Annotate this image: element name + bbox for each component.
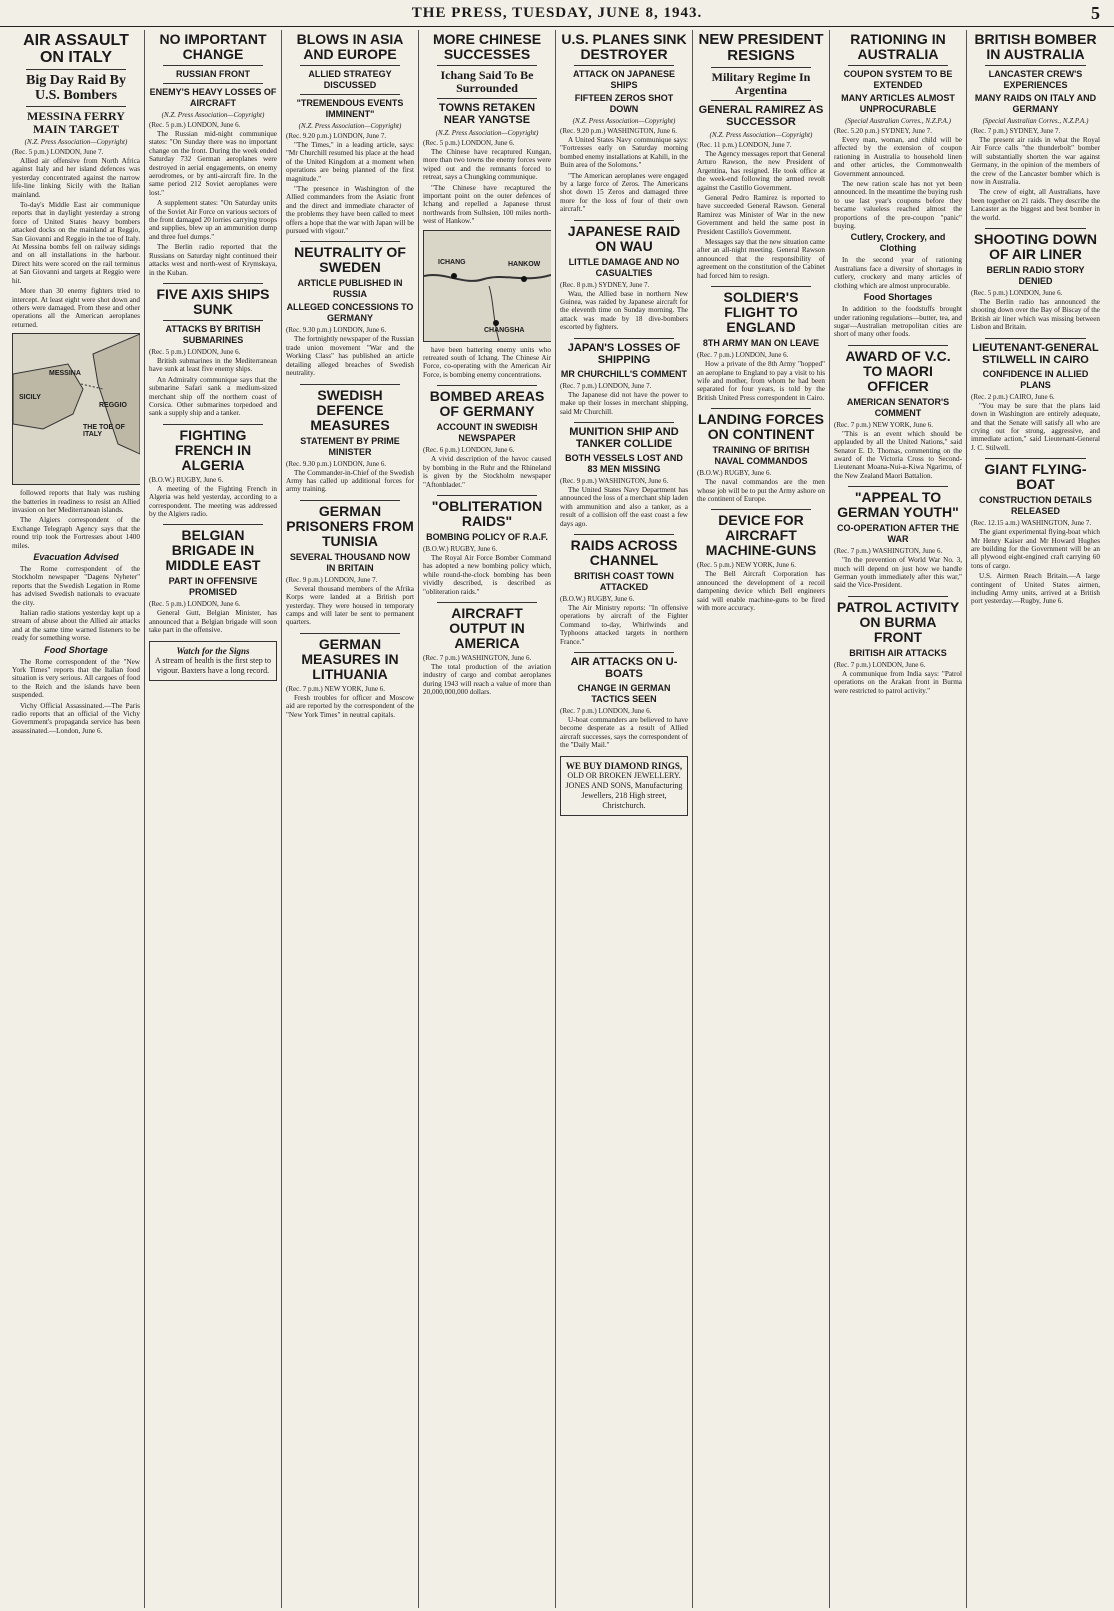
dateline: (Rec. 5 p.m.) LONDON, June 6.: [423, 139, 515, 147]
dateline: (Rec. 5.20 p.m.) SYDNEY, June 7.: [834, 127, 933, 135]
byline: (N.Z. Press Association—Copyright): [572, 117, 676, 125]
map-graphic: [13, 334, 140, 484]
subheadline: CHANGE IN GERMAN TACTICS SEEN: [577, 682, 671, 704]
ad-title: Watch for the Signs: [176, 645, 250, 656]
dateline: (Rec. 9.30 p.m.) LONDON, June 6.: [286, 459, 387, 468]
paragraph: An Admiralty communique says that the submarine Safari sank a medium-sized merchant ship off the northern coast of Corsica. Other submarines torpedoed and sank a supply ship and a tanker.: [149, 375, 277, 418]
divider: [163, 524, 263, 525]
column-8: [967, 30, 1104, 1608]
page-number: 5: [1091, 3, 1100, 23]
headline: JAPAN'S LOSSES OF SHIPPING: [567, 341, 681, 366]
subheadline: RUSSIAN FRONT: [176, 69, 250, 79]
subheadline: BERLIN RADIO STORY DENIED: [986, 265, 1085, 287]
divider: [163, 283, 263, 284]
paragraph: "The presence in Washington of the Allied commanders from the Asiatic front and the direct and immediate character of the problems they have been called to meet offers a hope that the war with Japan will be pursued with vigour.": [286, 185, 414, 236]
subheadline: LANCASTER CREW'S EXPERIENCES: [988, 69, 1083, 90]
paragraph: Every man, woman, and child will be affected by the extension of coupon rationing in Australia to household linen and other articles, the Commonwealth Government announced.: [834, 136, 962, 178]
subheadline: "TREMENDOUS EVENTS IMMINENT": [296, 98, 404, 119]
paragraph: Vichy Official Assassinated.—The Paris radio reports that an official of the Vichy Government's propaganda service has been assassinated.—London, June 6.: [12, 701, 140, 735]
article-landing-forces: [697, 408, 825, 503]
article-air-liner: [971, 228, 1100, 332]
divider: [300, 241, 400, 242]
article-swedish-defence: [286, 384, 414, 494]
paragraph: "This is an event which should be applauded by all the United Nations," said Senator E. D. Thomas, commenting on the award of the Victoria Cross to Second-Lieutenant Moana-Nui-a-Kiwa Ngarimu, of the New Zealand Maori Battalion.: [834, 429, 962, 480]
paragraph: A communique from India says: "Patrol operations on the Arakan front in Burma were restricted to patrol activity.": [834, 669, 962, 695]
subheadline: CONSTRUCTION DETAILS RELEASED: [979, 495, 1092, 517]
divider: [848, 65, 948, 66]
column-2: [145, 30, 282, 1608]
divider: [711, 67, 811, 68]
article-bombed-areas: [423, 385, 551, 489]
divider: [848, 596, 948, 597]
headline: PATROL ACTIVITY ON BURMA FRONT: [836, 598, 960, 645]
paragraph: Wau, the Allied base in northern New Guinea, was raided by Japanese aircraft for the eleventh time on Sunday morning. The attack was made by 18 dive-bombers escorted by fighters.: [560, 289, 688, 332]
article-chinese-successes: [423, 32, 551, 379]
column-3: [282, 30, 419, 1608]
map-label: HANKOW: [508, 260, 541, 268]
divider: [711, 408, 811, 409]
paragraph: "In the prevention of World War No. 3, much will depend on just how we handle German youth immediately after this war," said the Vice-President.: [834, 556, 962, 590]
subheadline: TRAINING OF BRITISH NAVAL COMMANDOS: [712, 445, 810, 467]
article-lithuania: [286, 633, 414, 719]
subheadline: Big Day Raid By U.S. Bombers: [26, 73, 126, 103]
subheadline: BRITISH AIR ATTACKS: [849, 647, 947, 658]
article-japans-losses: [560, 338, 688, 416]
paragraph: "The Times," in a leading article, says: "Mr Churchill resumed his place at the head of the United Kingdom at a moment when operations are being planned of the first magnitude.": [286, 141, 414, 183]
dateline: (Rec. 9.20 p.m.) LONDON, June 7.: [286, 132, 387, 140]
dateline: (Rec. 7 p.m.) NEW YORK, June 6.: [834, 420, 933, 429]
headline: BOMBED AREAS OF GERMANY: [429, 388, 545, 420]
subheadline: BOTH VESSELS LOST AND 83 MEN MISSING: [565, 452, 683, 474]
paragraph: "The American aeroplanes were engaged by a large force of Zeros. The Americans shot down 15 Zeros and damaged three more for the loss of four of their own aircraft.": [560, 171, 688, 214]
paragraph: How a private of the 8th Army "hopped" an aeroplane to England to pay a visit to his wife and mother, from whom he had been separated for four years, is told by the British United Press correspondent in Cairo.: [697, 360, 825, 402]
dateline: (B.O.W.) RUGBY, June 6.: [560, 594, 635, 603]
paragraph: More than 30 enemy fighters tried to intercept. At least eight were shot down and others were damaged. From these and other operations all the American aeroplanes returned.: [12, 287, 140, 329]
article-russian-front: [149, 32, 277, 277]
ad-text: OLD OR BROKEN JEWELLERY. JONES AND SONS, Manufacturing Jewellers, 218 High street, Christchurch.: [565, 770, 683, 810]
headline: "APPEAL TO GERMAN YOUTH": [837, 489, 959, 521]
article-axis-ships: [149, 283, 277, 418]
divider: [300, 65, 400, 66]
column-6: [693, 30, 830, 1608]
subheadline: MR CHURCHILL'S COMMENT: [560, 368, 688, 379]
section-subhead: Food Shortage: [44, 644, 108, 655]
paragraph: The giant experimental flying-boat which Mr Henry Kaiser and Mr Howard Hughes are building for the Government will be an all plywood eight-engined craft carrying 60 tons of cargo.: [971, 528, 1100, 570]
masthead: [0, 0, 1114, 27]
dateline: (Rec. 11 p.m.) LONDON, June 7.: [697, 141, 792, 149]
divider: [574, 338, 674, 339]
section-subhead: Evacuation Advised: [33, 551, 119, 562]
divider: [848, 345, 948, 346]
headline: NEUTRALITY OF SWEDEN: [294, 244, 406, 276]
subheadline: 8TH ARMY MAN ON LEAVE: [702, 338, 820, 349]
map-sicily-italy: [12, 333, 140, 485]
divider: [163, 320, 263, 321]
headline: LANDING FORCES ON CONTINENT: [698, 411, 824, 443]
divider: [711, 286, 811, 287]
headline: AIRCRAFT OUTPUT IN AMERICA: [449, 604, 525, 651]
paragraph: The Chinese have recaptured Kungan, more than two towns the enemy forces were wiped out and the remnants forced to retreat, says a Chungking communique.: [423, 148, 551, 182]
headline: BELGIAN BRIGADE IN MIDDLE EAST: [165, 527, 261, 574]
map-graphic: [424, 231, 551, 341]
paragraph: followed reports that Italy was rushing the batteries in readiness to resist an Allied invasion on her Mediterranean islands.: [12, 489, 140, 514]
subheadline: BRITISH COAST TOWN ATTACKED: [574, 570, 674, 592]
paragraph: Fresh troubles for officer and Moscow aid are reported by the correspondent of the "New York Times" in neutral capitals.: [286, 693, 414, 719]
dateline: (Rec. 5 p.m.) NEW YORK, June 6.: [697, 561, 796, 570]
article-u-boats: [560, 652, 688, 750]
divider: [437, 65, 537, 66]
dateline: (B.O.W.) RUGBY, June 6.: [423, 544, 498, 553]
subheadline: AMERICAN SENATOR'S COMMENT: [846, 396, 950, 418]
headline: SWEDISH DEFENCE MEASURES: [310, 386, 390, 433]
column-5: [556, 30, 693, 1608]
paragraph: The Algiers correspondent of the Exchange Telegraph Agency says that the round trip took the Fortresses about 1400 miles.: [12, 516, 140, 550]
paragraph: The naval commandos are the men whose job will be to put the Army ashore on the continent of Europe.: [697, 478, 825, 503]
subheadline: CO-OPERATION AFTER THE WAR: [837, 523, 959, 545]
paragraph: U.S. Airmen Reach Britain.—A large contingent of United States airmen, including Army units, arrived at a British port yesterday.—Rugby, June 6.: [971, 572, 1100, 606]
subheadline: ATTACK ON JAPANESE SHIPS: [572, 69, 675, 90]
divider: [437, 495, 537, 496]
map-label: THE TOE OF ITALY: [83, 424, 125, 439]
paragraph: The Commander-in-Chief of the Swedish Army has called up additional forces for army training.: [286, 468, 414, 494]
dateline: (Rec. 5 p.m.) LONDON, June 6.: [149, 347, 241, 356]
dateline: (Rec. 7 p.m.) LONDON, June 6.: [560, 706, 652, 715]
headline: GERMAN PRISONERS FROM TUNISIA: [286, 502, 414, 549]
map-label: CHANGSHA: [484, 326, 525, 334]
divider: [848, 486, 948, 487]
subheadline: TOWNS RETAKEN NEAR YANGTSE: [438, 102, 536, 126]
byline: (N.Z. Press Association—Copyright): [24, 138, 128, 146]
paragraph: "You may be sure that the plans laid down in Washington are entirely adequate, and that the Senate will satisfy all who are crying out for strong, aggressive, and immediate action," said Lieutenant-General J. C. Stilwell.: [971, 401, 1100, 452]
paragraph: A meeting of the Fighting French in Algeria was held yesterday, according to a correspondent. The meeting was addressed by the Algiers radio.: [149, 484, 277, 518]
article-blows-asia-europe: [286, 32, 414, 235]
divider: [437, 602, 537, 603]
dateline: (Rec. 7 p.m.) NEW YORK, June 6.: [286, 684, 385, 693]
dateline: (B.O.W.) RUGBY, June 6.: [149, 475, 224, 484]
headline: RAIDS ACROSS CHANNEL: [570, 536, 678, 568]
dateline: (Rec. 2 p.m.) CAIRO, June 6.: [971, 392, 1055, 401]
dateline: (Rec. 7 p.m.) WASHINGTON, June 6.: [834, 547, 943, 556]
paragraph: have been battering enemy units who retreated south of Ichang. The Chinese Air Force, co-operating with the American Air Force, is bombing enemy concentrations.: [423, 345, 551, 379]
article-raid-on-wau: [560, 220, 688, 332]
paragraph: A supplement states: "On Saturday units of the Soviet Air Force on various sectors of the front damaged 20 lorries carrying troops and supplies, blew up an ammunition dump and three fuel dumps.": [149, 199, 277, 241]
paragraph: The fortnightly newspaper of the Russian trade union movement "War and the Working Class" has published an article detailing alleged breaches of Swedish neutrality.: [286, 335, 414, 378]
column-4: [419, 30, 556, 1608]
subheadline: MANY RAIDS ON ITALY AND GERMANY: [974, 93, 1097, 114]
article-machine-guns: [697, 509, 825, 612]
paragraph: The Air Ministry reports: "In offensive operations by aircraft of the Fighter Command to-day, Whirlwinds and Typhoons attacked targets in northern France.": [560, 603, 688, 646]
headline: AWARD OF V.C. TO MAORI OFFICER: [845, 347, 951, 394]
subheadline: SEVERAL THOUSAND NOW IN BRITAIN: [289, 551, 411, 573]
headline: NO IMPORTANT CHANGE: [159, 31, 267, 62]
byline: (N.Z. Press Association—Copyright): [161, 111, 265, 119]
divider: [300, 384, 400, 385]
paragraph: A United States Navy communique says: "Fortresses early on Saturday morning bombed enemy installations at Kahili, in the Buin area of the Solomons.": [560, 136, 688, 170]
map-label: MESSINA: [49, 370, 81, 378]
dateline: (Rec. 9.20 p.m.) WASHINGTON, June 6.: [560, 127, 677, 135]
column-1: [8, 30, 145, 1608]
dateline: (Rec. 9.30 p.m.) LONDON, June 6.: [286, 326, 387, 335]
divider: [163, 65, 263, 66]
article-belgian-brigade: [149, 524, 277, 634]
divider: [985, 458, 1086, 459]
subheadline: STATEMENT BY PRIME MINISTER: [300, 435, 400, 457]
paragraph: The Berlin radio has announced the shooting down over the Bay of Biscay of the British air liner which was missing between Lisbon and Britain.: [971, 298, 1100, 332]
article-soldiers-flight: [697, 286, 825, 402]
byline: (N.Z. Press Association—Copyright): [709, 131, 813, 139]
paragraph: The new ration scale has not yet been announced. In the meantime the buying rush to use last year's coupons before they became valueless reached almost the proportions of the pre-coupon "panic" buying.: [834, 180, 962, 231]
article-burma-front: [834, 596, 962, 695]
paragraph: U-boat commanders are believed to have become desperate as a result of Allied aircraft successes, says the correspondent of the "Daily Mail.": [560, 715, 688, 750]
map-china-yangtse: [423, 230, 551, 342]
divider: [574, 534, 674, 535]
subheadline: PART IN OFFENSIVE PROMISED: [168, 576, 258, 598]
article-fighting-french: [149, 424, 277, 519]
dateline: (Rec. 7 p.m.) LONDON, June 7.: [560, 381, 652, 390]
paragraph: General Pedro Ramirez is reported to have succeeded General Rawson. General Ramirez was Minister of War in the new Government and held the same post in President Castillo's Government.: [697, 194, 825, 236]
subheadline: ALLEGED CONCESSIONS TO GERMANY: [286, 302, 414, 324]
paragraph: General Gutt, Belgian Minister, has announced that a Belgian brigade will soon take part in the offensive.: [149, 609, 277, 635]
subheadline: CONFIDENCE IN ALLIED PLANS: [982, 368, 1089, 390]
dateline: (Rec. 9 p.m.) LONDON, June 7.: [286, 575, 378, 584]
article-us-planes: [560, 32, 688, 214]
divider: [574, 220, 674, 221]
dateline: (Rec. 5 p.m.) LONDON, June 6.: [149, 600, 241, 609]
subheadline: GENERAL RAMIREZ AS SUCCESSOR: [698, 104, 824, 128]
paragraph: Messages say that the new situation came after an all-night meeting. General Rawson announced that the responsibility of agreement on the constitution of the Cabinet had forced him to resign.: [697, 238, 825, 280]
paragraph: In addition to the foodstuffs brought under rationing regulations—butter, tea, and sugar—Australian metropolitan cities are short of many other foods.: [834, 305, 962, 339]
newspaper-title: THE PRESS, TUESDAY, JUNE 8, 1943.: [411, 5, 703, 21]
map-label: ICHANG: [438, 258, 466, 266]
dateline: (B.O.W.) RUGBY, June 6.: [697, 469, 772, 478]
subheadline: MESSINA FERRY MAIN TARGET: [27, 109, 125, 136]
subheadline: ARTICLE PUBLISHED IN RUSSIA: [297, 278, 403, 300]
headline: SOLDIER'S FLIGHT TO ENGLAND: [723, 289, 799, 336]
dateline: (Rec. 7 p.m.) SYDNEY, June 7.: [971, 127, 1061, 135]
divider: [437, 385, 537, 386]
dateline: (Rec. 7 p.m.) LONDON, June 6.: [697, 351, 789, 360]
article-new-president: [697, 32, 825, 280]
divider: [711, 509, 811, 510]
divider: [574, 422, 674, 423]
advertisement: [560, 756, 688, 816]
byline: (N.Z. Press Association—Copyright): [298, 122, 402, 130]
dateline: (Rec. 5 p.m.) LONDON, June 6.: [971, 289, 1063, 298]
subheadline: ALLIED STRATEGY DISCUSSED: [308, 69, 392, 90]
paragraph: The present air raids in what the Royal Air Force calls "the thunderbolt" bomber will substantially shorten the war against Germany, in the opinion of the members of the crew of the Lancaster bomber which is now in Australia.: [971, 136, 1100, 187]
ad-title: WE BUY DIAMOND RINGS,: [565, 760, 683, 771]
map-label: SICILY: [19, 394, 41, 402]
headline: SHOOTING DOWN OF AIR LINER: [974, 231, 1097, 263]
divider: [26, 106, 126, 107]
ad-text: A stream of health is the first step to vigour. Baxters have a long record.: [155, 655, 271, 675]
headline: NEW PRESIDENT RESIGNS: [698, 31, 824, 64]
dateline: (Rec. 7 p.m.) WASHINGTON, June 6.: [423, 653, 532, 662]
paragraph: The crew of eight, all Australians, have been together on 21 raids. They describe the Lancaster as the biggest and best bomber in the world.: [971, 188, 1100, 222]
headline: BRITISH BOMBER IN AUSTRALIA: [974, 31, 1097, 62]
dateline: (Rec. 12.15 a.m.) WASHINGTON, June 7.: [971, 519, 1092, 528]
dateline: (Rec. 5 p.m.) LONDON, June 7.: [12, 148, 104, 156]
paragraph: The Russian mid-night communique states: "On Sunday there was no important change on the front. During the week ended Saturday 732 German aeroplanes were destroyed in aerial engagements, on enemy aerodromes, or by anti-aircraft fire. In the same period 212 Soviet aeroplanes were lost.": [149, 130, 277, 197]
article-german-prisoners: [286, 500, 414, 627]
dateline: (Rec. 7 p.m.) LONDON, June 6.: [834, 660, 926, 669]
headline: MUNITION SHIP AND TANKER COLLIDE: [569, 425, 679, 450]
subheadline: ACCOUNT IN SWEDISH NEWSPAPER: [436, 422, 538, 444]
article-vc-maori: [834, 345, 962, 480]
headline: GERMAN MEASURES IN LITHUANIA: [301, 635, 399, 682]
divider: [985, 228, 1086, 229]
headline: U.S. PLANES SINK DESTROYER: [561, 31, 687, 62]
divider: [163, 83, 263, 84]
dateline: (Rec. 9 p.m.) WASHINGTON, June 6.: [560, 476, 669, 485]
paragraph: The total production of the aviation industry of cargo and combat aeroplanes during 1943 will reach a value of more than 20,000,000,000 dollars.: [423, 662, 551, 697]
dateline: (Rec. 8 p.m.) SYDNEY, June 7.: [560, 280, 650, 289]
article-flying-boat: [971, 458, 1100, 606]
paragraph: In the second year of rationing Australians face a diversity of shortages in cutlery, crockery and many articles of clothing which are almost unprocurable.: [834, 256, 962, 290]
paragraph: Several thousand members of the Afrika Korps were landed at a British port yesterday. They were housed in temporary camps and will later be sent to permanent quarters.: [286, 584, 414, 627]
article-stilwell: [971, 338, 1100, 452]
headline: LIEUTENANT-GENERAL STILWELL IN CAIRO: [972, 341, 1099, 366]
article-british-bomber: [971, 32, 1100, 222]
divider: [574, 65, 674, 66]
headline: AIR ASSAULT ON ITALY: [23, 32, 129, 66]
byline: (Special Australian Corres., N.Z.P.A.): [982, 117, 1089, 125]
newspaper-columns: [8, 30, 1108, 1608]
article-air-assault: [12, 32, 140, 735]
dateline: (Rec. 5 p.m.) LONDON, June 6.: [149, 121, 241, 129]
article-neutrality-sweden: [286, 241, 414, 377]
column-7: [830, 30, 967, 1608]
subheadline: ATTACKS BY BRITISH SUBMARINES: [165, 323, 261, 345]
divider: [300, 500, 400, 501]
divider: [985, 65, 1086, 66]
paragraph: The Bell Aircraft Corporation has announced the development of a recoil dampening device which Bell engineers said will enable machine-guns to be fired with more accuracy.: [697, 570, 825, 612]
article-aircraft-output: [423, 602, 551, 697]
divider: [26, 69, 126, 70]
map-label: REGGIO: [99, 402, 128, 410]
article-raids-channel: [560, 534, 688, 646]
article-rationing: [834, 32, 962, 339]
paragraph: The Rome correspondent of the Stockholm newspaper "Dagens Nyheter" reports that the Swedish Legation in Rome has advised Swedish nationals to evacuate the city.: [12, 564, 140, 607]
headline: RATIONING IN AUSTRALIA: [850, 31, 946, 62]
paragraph: A vivid description of the havoc caused by bombing in the Ruhr and the Rhineland is given by the Stockholm newspaper "Aftonbladet.": [423, 455, 551, 489]
dateline: (Rec. 6 p.m.) LONDON, June 6.: [423, 446, 515, 455]
subheadline: ENEMY'S HEAVY LOSSES OF AIRCRAFT: [149, 87, 277, 108]
divider: [574, 652, 674, 653]
paragraph: The Berlin radio reported that the Russians on Saturday night continued their attacks west and north-west of Krymskaya, in the Kuban.: [149, 243, 277, 277]
article-obliteration-raids: [423, 495, 551, 596]
headline: "OBLITERATION RAIDS": [431, 497, 543, 529]
paragraph: The Royal Air Force Bomber Command has adopted a new bombing policy which, while round-the-clock bombing has been vividly described, is described as "obliteration raids.": [423, 553, 551, 596]
headline: DEVICE FOR AIRCRAFT MACHINE-GUNS: [705, 512, 817, 559]
divider: [300, 94, 400, 95]
article-german-youth: [834, 486, 962, 590]
byline: (Special Australian Corres., N.Z.P.A.): [845, 117, 951, 125]
headline: GIANT FLYING-BOAT: [984, 461, 1087, 493]
subheadline: Ichang Said To Be Surrounded: [440, 68, 534, 95]
subheadline: BOMBING POLICY OF R.A.F.: [426, 531, 548, 542]
paragraph: "The Chinese have recaptured the important point on the outer defences of Ichang and repelled a Japanese thrust northwards from Sulhsien, 100 miles north-west of Hankow.": [423, 183, 551, 226]
divider: [711, 100, 811, 101]
subheadline: Military Regime In Argentina: [711, 70, 811, 97]
paragraph: Allied air offensive from North Africa against Italy and her island defences was yesterday concentrated against the narrow life-line linking Sicily with the Italian mainland.: [12, 157, 140, 199]
paragraph: The Rome correspondent of the "New York Times" reports that the Italian food situation is very serious. All cargoes of food to the Reich and the islands have been suspended.: [12, 657, 140, 700]
divider: [300, 633, 400, 634]
headline: FIVE AXIS SHIPS SUNK: [156, 285, 270, 317]
headline: FIGHTING FRENCH IN ALGERIA: [174, 426, 252, 473]
subheadline: COUPON SYSTEM TO BE EXTENDED: [843, 69, 953, 90]
divider: [437, 98, 537, 99]
headline: JAPANESE RAID ON WAU: [567, 222, 681, 254]
divider: [985, 338, 1086, 339]
headline: MORE CHINESE SUCCESSES: [432, 31, 542, 62]
subheadline: LITTLE DAMAGE AND NO CASUALTIES: [568, 256, 680, 278]
paragraph: The Japanese did not have the power to make up their losses in merchant shipping, said Mr Churchill.: [560, 390, 688, 416]
paragraph: The Agency messages report that General Arturo Rawson, the new President of Argentina, has resigned. He took office at the week-end following the armed revolt against the Castillo Government.: [697, 150, 825, 192]
headline: BLOWS IN ASIA AND EUROPE: [296, 31, 404, 62]
paragraph: Italian radio stations yesterday kept up a stream of abuse about the Allied air attacks and at the same time warned listeners to be ready for something worse.: [12, 609, 140, 643]
section-subhead: Cutlery, Crockery, and Clothing: [850, 232, 946, 254]
divider: [163, 424, 263, 425]
subheadline: MANY ARTICLES ALMOST UNPROCURABLE: [841, 93, 955, 114]
section-subhead: Food Shortages: [863, 292, 933, 303]
article-munition-ship: [560, 422, 688, 528]
paragraph: To-day's Middle East air communique reports that in daylight yesterday a strong force of United States heavy bombers attacked docks on the mainland at Reggio, San Giovanni and Reggio in the toe of Italy. At Messina bombs fell on railway sidings and on all installations in the harbour. Direct hits were scored on the rail terminus at San Giovanni and targets at Reggio were hit.: [12, 201, 140, 285]
byline: (N.Z. Press Association—Copyright): [435, 129, 539, 137]
paragraph: British submarines in the Mediterranean have sunk at least five enemy ships.: [149, 356, 277, 374]
advertisement: [149, 641, 277, 681]
subheadline: FIFTEEN ZEROS SHOT DOWN: [574, 93, 674, 114]
headline: AIR ATTACKS ON U-BOATS: [570, 655, 678, 680]
paragraph: The United States Navy Department has announced the loss of a merchant ship laden with ammunition and also a tanker, as a result of a collision off the east coast a few days ago.: [560, 485, 688, 528]
